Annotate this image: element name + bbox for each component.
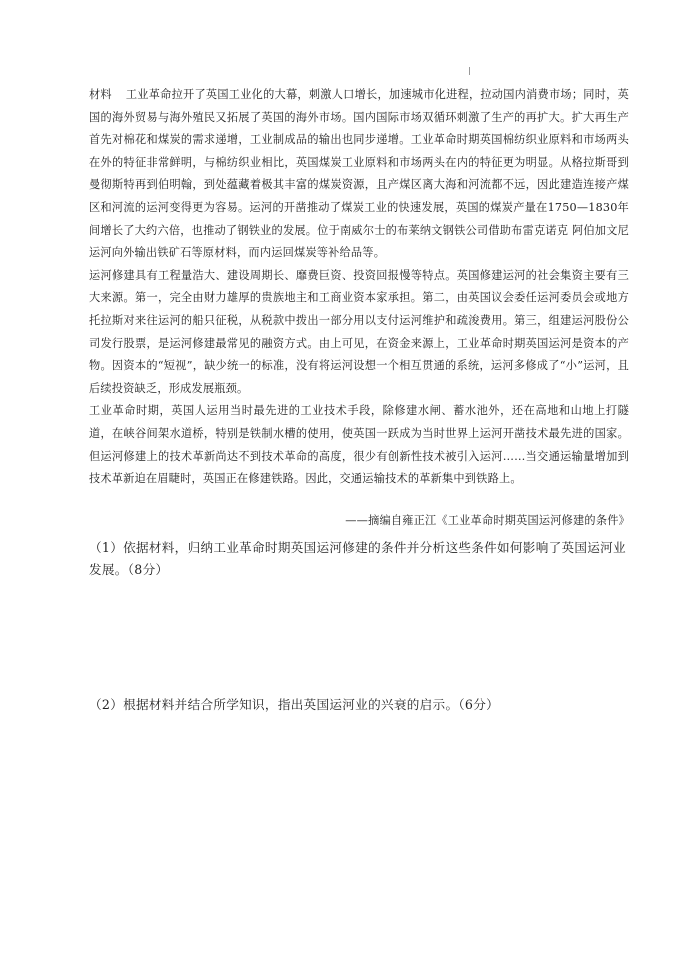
material-paragraph-1-text: 工业革命拉开了英国工业化的大幕，刺激人口增长，加速城市化进程，拉动国内消费市场；同时，英国的海外贸易与海外殖民又拓展了英国的海外市场。国内国际市场双循环刺激了生产的再扩大。扩大再生产首先对棉花和煤炭的需求递增，工业制成品的输出也同步递增。工业革命时期英国棉纺织业原料和市场两头在外的特征非常鲜明，与棉纺织业相比，英国煤炭工业原料和市场两头在内的特征更为明显。从格拉斯哥到曼彻斯特再到伯明翰，到处蕴藏着极其丰富的煤炭资源，且产煤区离大海和河流都不远，因此建造连接产煤区和河流的运河变得更为容易。运河的开凿推动了煤炭工业的快速发展，英国的煤炭产量在1750—1830年间增长了大约六倍，也推动了钢铁业的发展。位于南威尔士的布莱纳文钢铁公司借助布雷克诺克 阿伯加文尼运河向外输出铁矿石等原材料，而内运回煤炭等补给品等。 bbox=[89, 88, 629, 260]
material-source: ——摘编自雍正江《工业革命时期英国运河修建的条件》 bbox=[345, 514, 630, 527]
material-paragraph-1 bbox=[89, 84, 629, 265]
question-2: （2）根据材料并结合所学知识，指出英国运河业的兴衰的启示。（6分） bbox=[89, 697, 500, 712]
material-paragraph-3: 工业革命时期，英国人运用当时最先进的工业技术手段，除修建水闸、蓄水池外，还在高地和山地上打隧道，在峡谷间架水道桥，特别是铁制水槽的使用，使英国一跃成为当时世界上运河开凿技术最先进的国家。但运河修建上的技术革新尚达不到技术革命的高度，很少有创新性技术被引入运河……当交通运输量增加到技术革新迫在眉睫时，英国正在修建铁路。因此，交通运输技术的革新集中到铁路上。 bbox=[89, 404, 629, 486]
page-mark bbox=[469, 67, 470, 75]
material-passage bbox=[89, 84, 629, 491]
question-1: （1）依据材料，归纳工业革命时期英国运河修建的条件并分析这些条件如何影响了英国运河业发展。（8分） bbox=[89, 540, 626, 577]
material-label: 材料 bbox=[89, 88, 112, 101]
material-paragraph-2: 运河修建具有工程量浩大、建设周期长、靡费巨资、投资回报慢等特点。英国修建运河的社会集资主要有三大来源。第一，完全由财力雄厚的贵族地主和工商业资本家承担。第二，由英国议会委任运河委员会或地方托拉斯对来往运河的船只征税，从税款中拨出一部分用以支付运河维护和疏浚费用。第三，组建运河股份公司发行股票，是运河修建最常见的融资方式。由上可见，在资金来源上，工业革命时期英国运河是资本的产物。因资本的“短视”，缺少统一的标准，没有将运河设想一个相互贯通的系统，运河多修成了“小”运河，且后续投资缺乏，形成发展瓶颈。 bbox=[89, 268, 629, 395]
